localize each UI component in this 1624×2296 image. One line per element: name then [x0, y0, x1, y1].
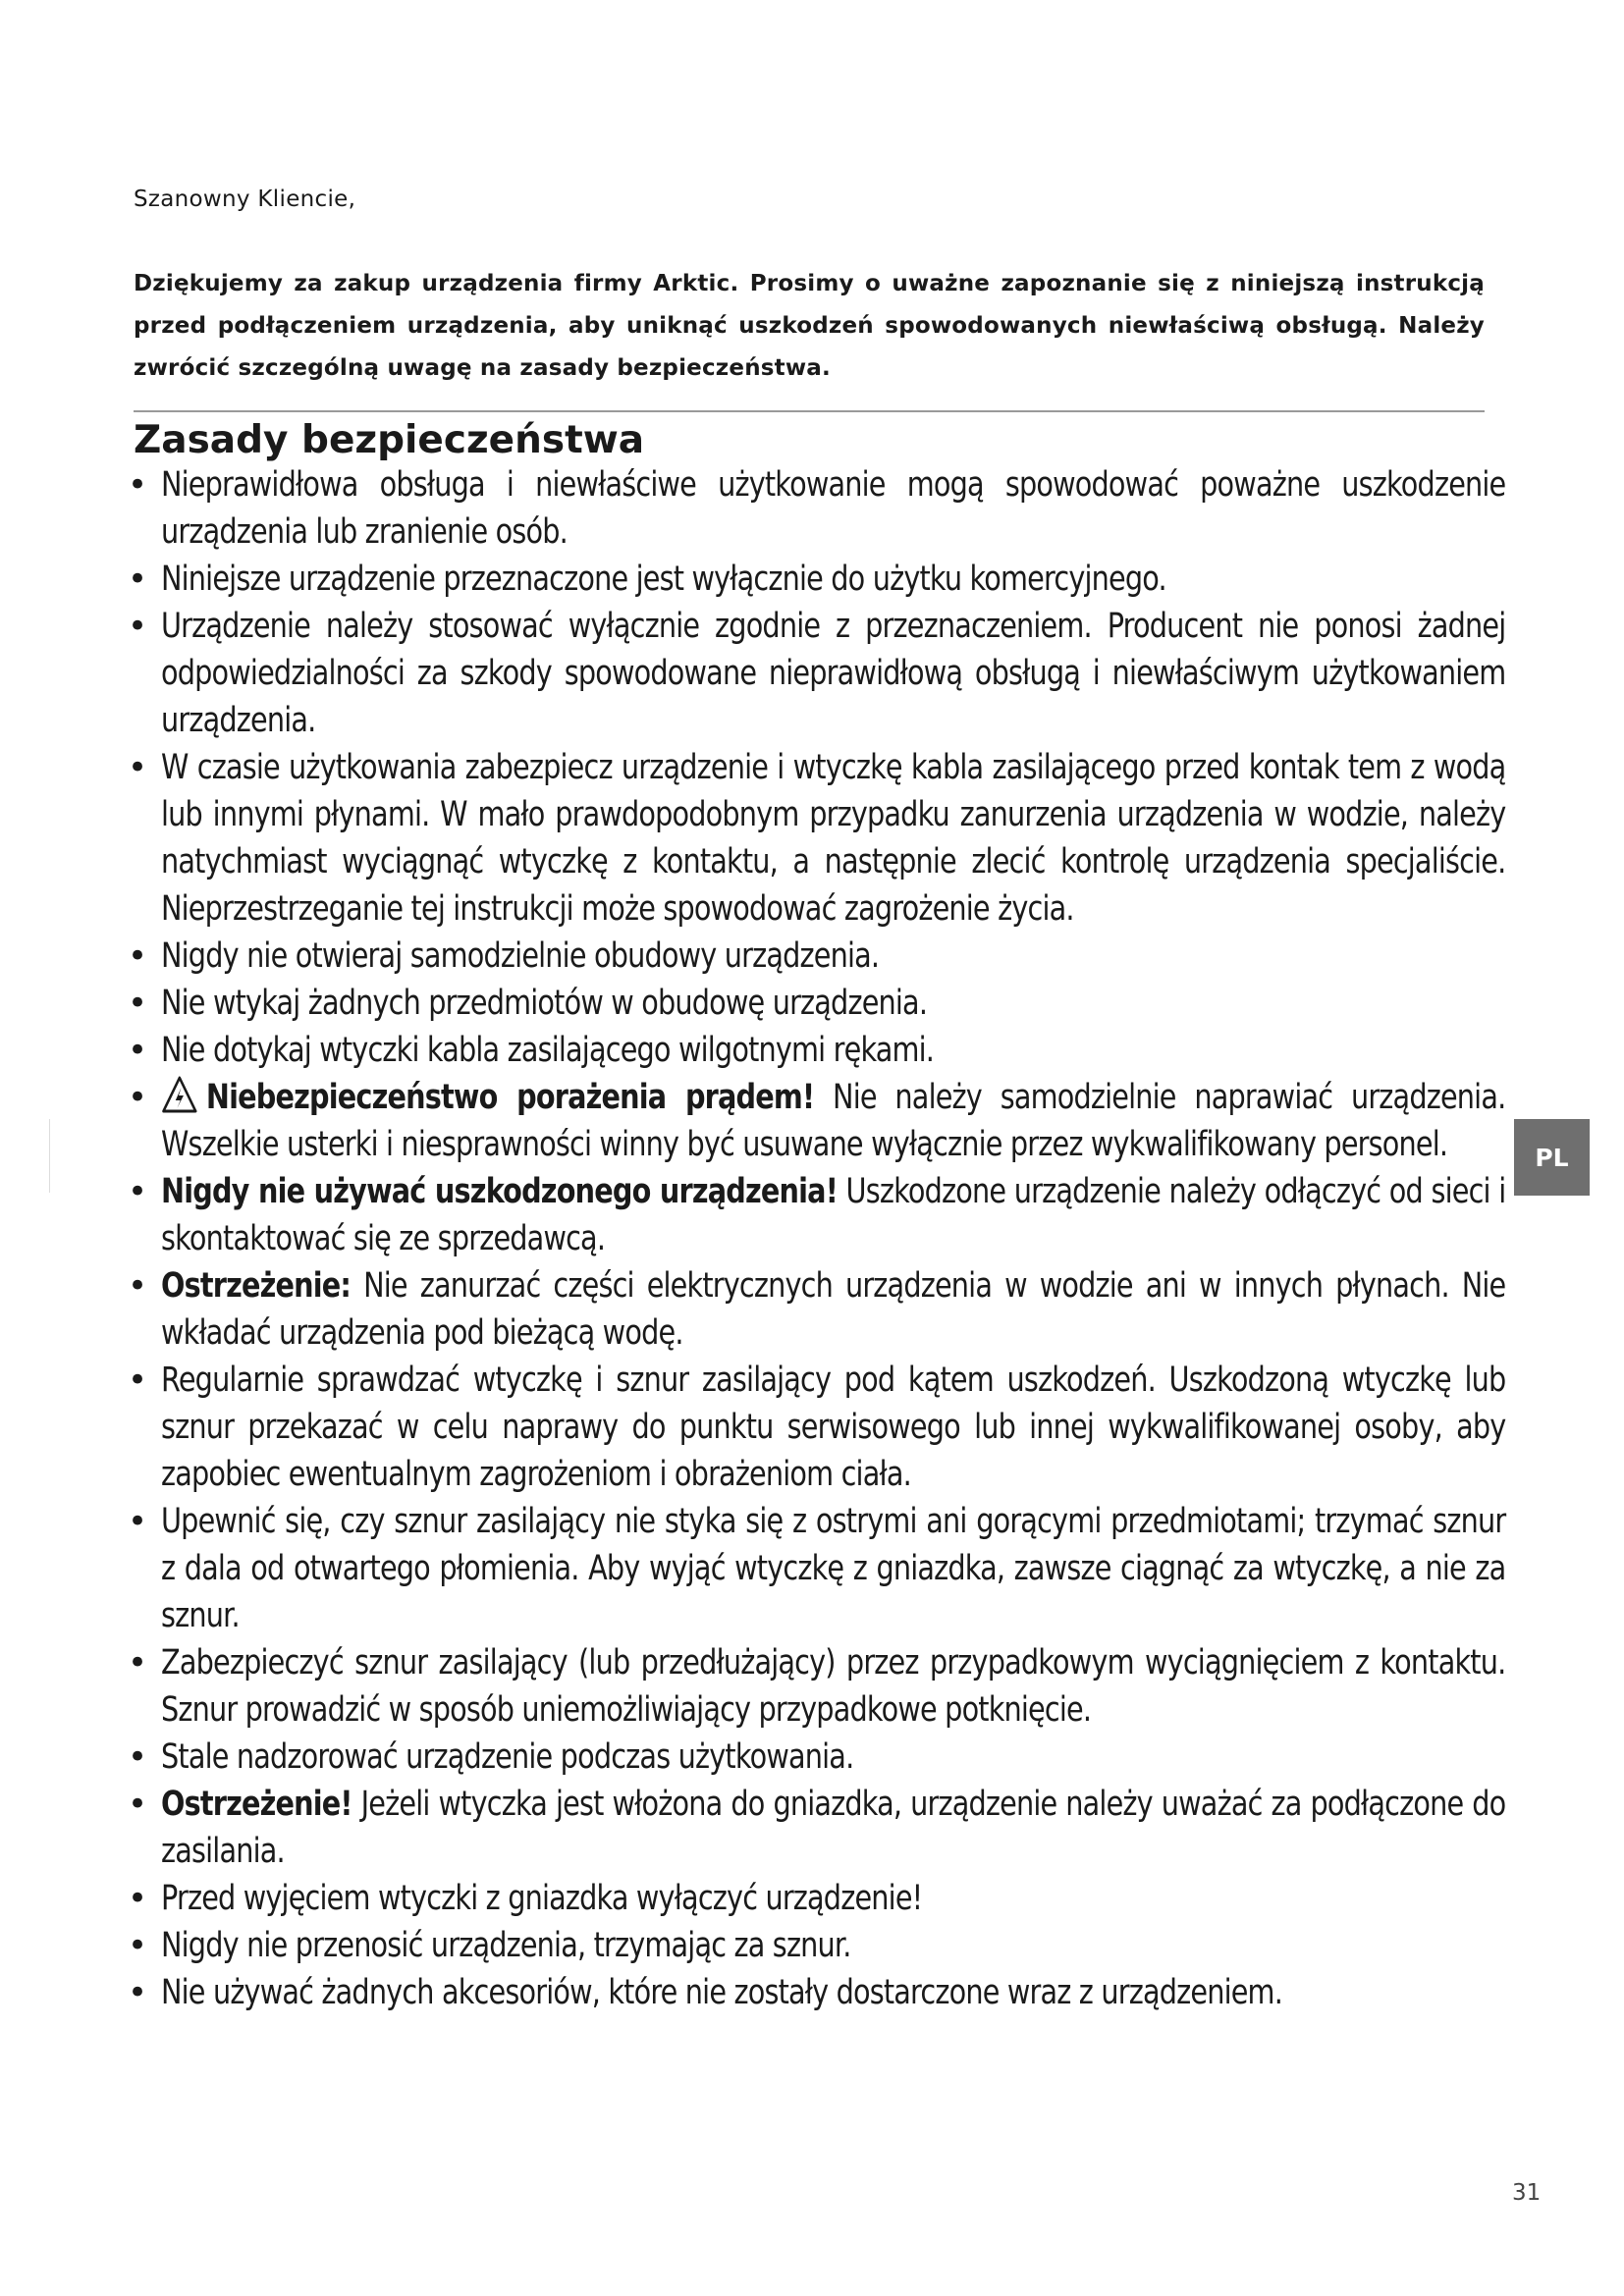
bullet-icon: • — [128, 1502, 147, 1541]
page-number: 31 — [1512, 2180, 1542, 2206]
safety-rule-body — [161, 1168, 1506, 1262]
safety-rule-body — [161, 1027, 1264, 1074]
bullet-icon: • — [128, 1926, 147, 1965]
safety-rule-text: W czasie użytkowania zabezpiecz urządzenie i wtyczkę kabla zasilającego przed kontak tem z wodą lub innymi płynami. W mało prawdopodobnym przypadku zanurzenia urządzenia w wodzie, należy natychmiast wyciągnąć wtyczkę z kontaktu, a następnie zlecić kontrolę urządzenia specjaliście. Nieprzestrzeganie tej instrukcji może spowodować zagrożenie życia. — [161, 748, 1506, 929]
safety-rule — [128, 556, 1502, 603]
safety-rule-body — [161, 1262, 1506, 1357]
safety-rule-body — [161, 603, 1506, 744]
bullet-icon: • — [128, 607, 147, 646]
safety-rule-body — [161, 1969, 1283, 2016]
safety-rule-text: Nie wtykaj żadnych przedmiotów w obudowę urządzenia. — [161, 984, 928, 1023]
safety-rule-emphasis: Ostrzeżenie: — [161, 1266, 352, 1306]
intro-paragraph: Dziękujemy za zakup urządzenia firmy Arktic. Prosimy o uważne zapoznanie się z niniejszą instrukcją przed podłączeniem urządzenia, aby uniknąć uszkodzeń spowodowanych niewłaściwą obsługą. Należy zwrócić szczególną uwagę na zasady bezpieczeństwa. — [134, 271, 1485, 381]
safety-rule — [128, 1168, 1506, 1262]
safety-rule-body — [161, 1734, 1264, 1781]
safety-rule — [128, 461, 1506, 556]
safety-rule — [128, 1262, 1506, 1357]
safety-rule-text: Stale nadzorować urządzenie podczas użytkowania. — [161, 1737, 854, 1777]
page-edge-mark — [49, 1119, 50, 1193]
bullet-icon: • — [128, 1785, 147, 1824]
language-tab: PL — [1514, 1119, 1590, 1196]
safety-rule-text: Regularnie sprawdzać wtyczkę i sznur zasilający pod kątem uszkodzeń. Uszkodzoną wtyczkę lub sznur przekazać w celu naprawy do punktu serwisowego lub innej wykwalifikowanej osoby, aby zapobiec ewentualnym zagrożeniom i obrażeniom ciała. — [161, 1361, 1506, 1494]
bullet-icon: • — [128, 1031, 147, 1070]
bullet-icon: • — [128, 1973, 147, 2012]
safety-rule — [128, 1969, 1502, 2016]
safety-rule-body — [161, 1781, 1506, 1875]
safety-rule-text: Zabezpieczyć sznur zasilający (lub przedłużający) przez przypadkowym wyciągnięciem z kontaktu. Sznur prowadzić w sposób uniemożliwiający przypadkowe potknięcie. — [161, 1643, 1506, 1730]
safety-rule-body — [161, 1639, 1506, 1734]
electric-hazard-warning-icon — [161, 1075, 198, 1114]
safety-rule-body — [161, 1074, 1506, 1168]
greeting: Szanowny Kliencie, — [134, 187, 356, 212]
safety-rule-text: Nie należy samodzielnie naprawiać urządzenia. Wszelkie usterki i niesprawności winny być usuwane wyłącznie przez wykwalifikowany personel. — [161, 1078, 1506, 1164]
safety-rule — [128, 1922, 1502, 1969]
safety-rule — [128, 1639, 1506, 1734]
safety-rule-body — [161, 1875, 1264, 1922]
safety-rule-text: Nie używać żadnych akcesoriów, które nie zostały dostarczone wraz z urządzeniem. — [161, 1973, 1283, 2012]
safety-rule — [128, 603, 1506, 744]
safety-rule — [128, 1734, 1502, 1781]
safety-rule-text: Nie dotykaj wtyczki kabla zasilającego wilgotnymi rękami. — [161, 1031, 935, 1070]
safety-rule-text: Urządzenie należy stosować wyłącznie zgodnie z przeznaczeniem. Producent nie ponosi żadnej odpowiedzialności za szkody spowodowane nieprawidłową obsługą i niewłaściwym użytkowaniem urządzenia. — [161, 607, 1506, 740]
safety-rule-text: Niniejsze urządzenie przeznaczone jest wyłącznie do użytku komercyjnego. — [161, 560, 1166, 599]
bullet-icon: • — [128, 1737, 147, 1777]
safety-rule-body — [161, 1498, 1506, 1639]
safety-rule-text: Upewnić się, czy sznur zasilający nie styka się z ostrymi ani gorącymi przedmiotami; trzymać sznur z dala od otwartego płomienia. Aby wyjąć wtyczkę z gniazdka, zawsze ciągnąć za wtyczkę, a nie za sznur. — [161, 1502, 1506, 1635]
safety-rule-body — [161, 933, 1264, 980]
bullet-icon: • — [128, 1643, 147, 1682]
safety-rule — [128, 744, 1506, 933]
safety-rule-text: Jeżeli wtyczka jest włożona do gniazdka, urządzenie należy uważać za podłączone do zasilania. — [161, 1785, 1506, 1871]
safety-rule — [128, 1027, 1502, 1074]
safety-rule-body — [161, 744, 1506, 933]
safety-rule — [128, 1875, 1502, 1922]
safety-rule — [128, 1357, 1506, 1498]
bullet-icon: • — [128, 1078, 147, 1117]
safety-rule-text: Uszkodzone urządzenie należy odłączyć od sieci i skontaktować się ze sprzedawcą. — [161, 1172, 1506, 1258]
safety-rule — [128, 1781, 1506, 1875]
bullet-icon: • — [128, 936, 147, 976]
safety-rule-text: Nieprawidłowa obsługa i niewłaściwe użytkowanie mogą spowodować poważne uszkodzenie urządzenia lub zranienie osób. — [161, 465, 1506, 552]
safety-rule-emphasis: Ostrzeżenie! — [161, 1785, 352, 1824]
safety-rule-text: Przed wyjęciem wtyczki z gniazdka wyłączyć urządzenie! — [161, 1879, 923, 1918]
safety-rule-emphasis: Nigdy nie używać uszkodzonego urządzenia! — [161, 1172, 838, 1211]
bullet-icon: • — [128, 1879, 147, 1918]
section-title: Zasady bezpieczeństwa — [134, 418, 645, 462]
safety-rule-text: Nie zanurzać części elektrycznych urządzenia w wodzie ani w innych płynach. Nie wkładać urządzenia pod bieżącą wodę. — [161, 1266, 1506, 1353]
bullet-icon: • — [128, 984, 147, 1023]
safety-rule — [128, 980, 1502, 1027]
bullet-icon: • — [128, 560, 147, 599]
safety-rule-text: Nigdy nie otwieraj samodzielnie obudowy urządzenia. — [161, 936, 880, 976]
safety-rule-text: Nigdy nie przenosić urządzenia, trzymając za sznur. — [161, 1926, 851, 1965]
bullet-icon: • — [128, 465, 147, 505]
bullet-icon: • — [128, 1266, 147, 1306]
bullet-icon: • — [128, 748, 147, 787]
safety-rule — [128, 933, 1502, 980]
safety-rule-body — [161, 461, 1506, 556]
safety-rule — [128, 1498, 1506, 1639]
safety-rule-body — [161, 980, 1264, 1027]
safety-rule-body — [161, 1922, 1264, 1969]
bullet-icon: • — [128, 1361, 147, 1400]
bullet-icon: • — [128, 1172, 147, 1211]
safety-rule-emphasis: Niebezpieczeństwo porażenia prądem! — [205, 1078, 815, 1117]
safety-rule-body — [161, 1357, 1506, 1498]
safety-rule-body — [161, 556, 1264, 603]
safety-rules-list — [128, 461, 1506, 2016]
safety-rule — [128, 1074, 1506, 1168]
